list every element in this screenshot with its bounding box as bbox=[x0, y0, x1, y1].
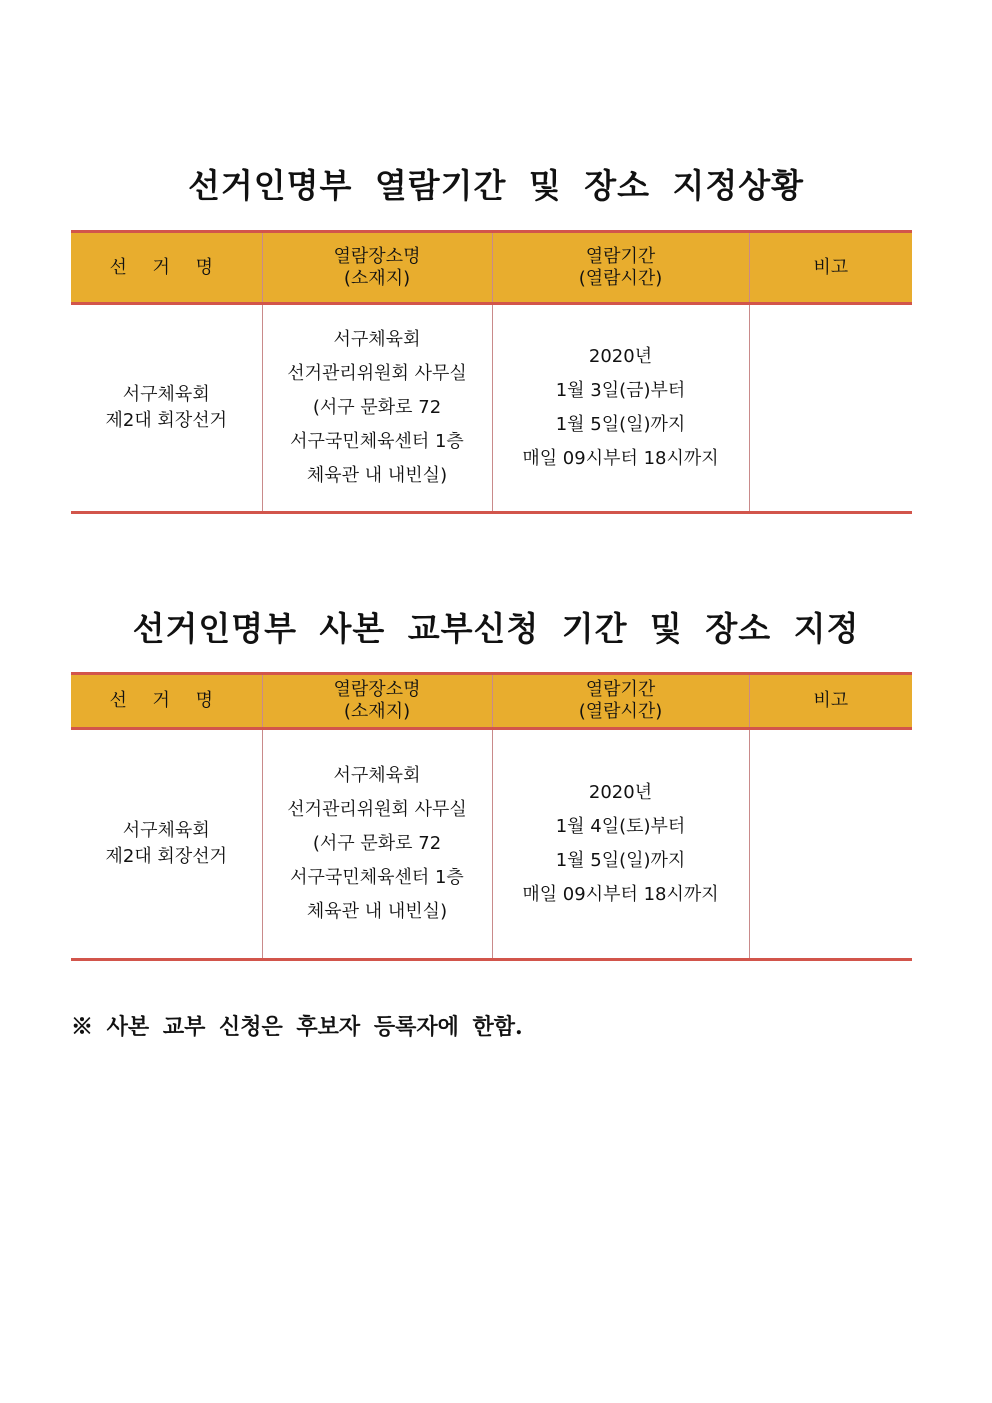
table-header-row bbox=[71, 232, 912, 304]
header-period-sub: (열람시간) bbox=[578, 701, 663, 722]
footnote: ※ 사본 교부 신청은 후보자 등록자에 한함. bbox=[71, 1014, 523, 1040]
cell-place: 서구체육회 선거관리위원회 사무실 (서구 문화로 72 서구국민체육센터 1층 체육관 내 내빈실) bbox=[262, 304, 492, 513]
copy-request-table bbox=[71, 672, 912, 961]
cell-period: 2020년 1월 4일(토)부터 1월 5일(일)까지 매일 09시부터 18시까지 bbox=[492, 729, 749, 960]
header-period bbox=[492, 674, 749, 729]
cell-place: 서구체육회 선거관리위원회 사무실 (서구 문화로 72 서구국민체육센터 1층 체육관 내 내빈실) bbox=[262, 729, 492, 960]
section1-title: 선거인명부 열람기간 및 장소 지정상황 bbox=[187, 166, 804, 205]
header-remarks: 비고 bbox=[749, 232, 912, 304]
header-place-sub: (소재지) bbox=[343, 701, 411, 722]
cell-remarks bbox=[749, 729, 912, 960]
cell-election-name: 서구체육회 제2대 회장선거 bbox=[71, 304, 262, 513]
cell-period: 2020년 1월 3일(금)부터 1월 5일(일)까지 매일 09시부터 18시까지 bbox=[492, 304, 749, 513]
header-place bbox=[262, 232, 492, 304]
cell-election-name: 서구체육회 제2대 회장선거 bbox=[71, 729, 262, 960]
header-election-name: 선 거 명 bbox=[71, 674, 262, 729]
header-place-label: 열람장소명 bbox=[333, 245, 421, 267]
inspection-table bbox=[71, 230, 912, 514]
header-place bbox=[262, 674, 492, 729]
cell-remarks bbox=[749, 304, 912, 513]
table-row bbox=[71, 304, 912, 513]
table-header-row bbox=[71, 674, 912, 729]
header-place-label: 열람장소명 bbox=[333, 679, 421, 700]
header-election-name: 선 거 명 bbox=[71, 232, 262, 304]
header-remarks: 비고 bbox=[749, 674, 912, 729]
header-period-label: 열람기간 bbox=[585, 245, 656, 267]
header-period-sub: (열람시간) bbox=[578, 267, 663, 289]
header-place-sub: (소재지) bbox=[343, 267, 411, 289]
table-row bbox=[71, 729, 912, 960]
section2-title: 선거인명부 사본 교부신청 기간 및 장소 지정 bbox=[132, 609, 860, 648]
header-period bbox=[492, 232, 749, 304]
header-period-label: 열람기간 bbox=[585, 679, 656, 700]
